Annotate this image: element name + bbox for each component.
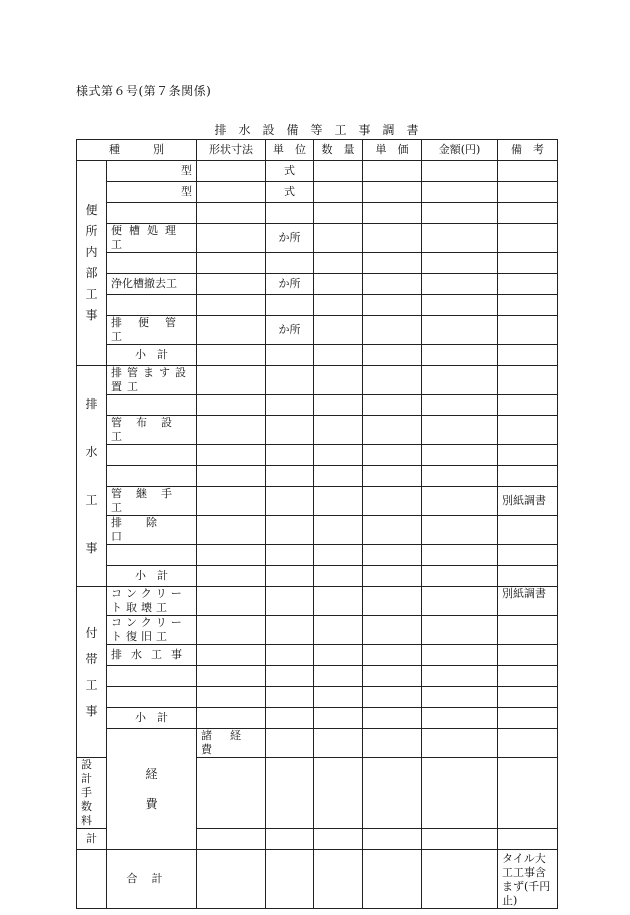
entry-cell[interactable] xyxy=(422,566,498,587)
entry-cell[interactable] xyxy=(422,274,498,295)
entry-cell[interactable] xyxy=(498,253,558,274)
entry-cell[interactable] xyxy=(422,687,498,708)
entry-cell[interactable] xyxy=(266,366,314,395)
entry-cell[interactable] xyxy=(197,295,266,316)
entry-cell[interactable] xyxy=(422,253,498,274)
entry-cell[interactable] xyxy=(363,395,422,416)
table-row xyxy=(77,687,558,708)
entry-cell[interactable] xyxy=(314,850,363,909)
entry-cell[interactable] xyxy=(363,566,422,587)
entry-cell[interactable] xyxy=(266,545,314,566)
entry-cell[interactable] xyxy=(363,295,422,316)
entry-cell[interactable] xyxy=(422,161,498,182)
entry-cell[interactable] xyxy=(197,616,266,645)
entry-cell[interactable] xyxy=(363,487,422,516)
group-label-toilet xyxy=(77,161,107,366)
entry-cell[interactable] xyxy=(314,666,363,687)
entry-cell[interactable] xyxy=(314,366,363,395)
entry-cell[interactable] xyxy=(197,645,266,666)
entry-cell[interactable] xyxy=(197,850,266,909)
entry-cell[interactable] xyxy=(498,666,558,687)
entry-cell[interactable] xyxy=(266,729,314,758)
entry-cell[interactable] xyxy=(314,687,363,708)
entry-cell[interactable] xyxy=(498,161,558,182)
item-cell: 設計手数料 xyxy=(77,758,107,829)
table-row xyxy=(77,161,558,182)
group-label-text: 経費 xyxy=(145,767,158,811)
entry-cell[interactable] xyxy=(197,224,266,253)
entry-cell[interactable] xyxy=(197,203,266,224)
entry-cell[interactable] xyxy=(266,666,314,687)
entry-cell[interactable] xyxy=(197,566,266,587)
entry-cell[interactable] xyxy=(498,445,558,466)
entry-cell[interactable] xyxy=(422,445,498,466)
entry-cell[interactable] xyxy=(498,203,558,224)
unit-cell: か所 xyxy=(266,316,314,345)
entry-cell[interactable] xyxy=(498,182,558,203)
entry-cell[interactable] xyxy=(498,345,558,366)
table-row xyxy=(77,274,558,295)
remark-cell: 別紙調書 xyxy=(498,487,558,516)
entry-cell[interactable] xyxy=(314,395,363,416)
table-row xyxy=(77,295,558,316)
entry-cell xyxy=(77,850,107,909)
entry-cell[interactable] xyxy=(197,445,266,466)
item-cell: 浄化槽撤去工 xyxy=(107,274,197,295)
entry-cell[interactable] xyxy=(314,182,363,203)
item-cell: 排除口 xyxy=(107,516,197,545)
table-row xyxy=(77,616,558,645)
entry-cell[interactable] xyxy=(266,566,314,587)
entry-cell[interactable] xyxy=(266,587,314,616)
entry-cell[interactable] xyxy=(266,516,314,545)
entry-cell[interactable] xyxy=(266,829,314,850)
entry-cell[interactable] xyxy=(314,161,363,182)
group-label-text: 排水工事 xyxy=(85,397,98,555)
entry-cell[interactable] xyxy=(422,587,498,616)
entry-cell[interactable] xyxy=(498,224,558,253)
entry-cell[interactable] xyxy=(197,666,266,687)
entry-cell[interactable] xyxy=(422,295,498,316)
entry-cell[interactable] xyxy=(363,587,422,616)
entry-cell[interactable] xyxy=(266,645,314,666)
entry-cell[interactable] xyxy=(314,295,363,316)
table-row xyxy=(77,395,558,416)
entry-cell[interactable] xyxy=(197,253,266,274)
entry-cell[interactable] xyxy=(107,545,197,566)
entry-cell[interactable] xyxy=(197,316,266,345)
table-row xyxy=(77,224,558,253)
entry-cell[interactable] xyxy=(422,345,498,366)
entry-cell[interactable] xyxy=(422,487,498,516)
entry-cell[interactable] xyxy=(197,345,266,366)
entry-cell[interactable] xyxy=(363,687,422,708)
subtotal-row xyxy=(77,566,558,587)
entry-cell[interactable] xyxy=(363,829,422,850)
entry-cell[interactable] xyxy=(266,758,314,829)
entry-cell[interactable] xyxy=(498,395,558,416)
entry-cell[interactable] xyxy=(266,445,314,466)
entry-cell[interactable] xyxy=(363,182,422,203)
entry-cell[interactable] xyxy=(107,466,197,487)
table-row xyxy=(77,487,558,516)
table-row xyxy=(77,666,558,687)
entry-cell[interactable] xyxy=(363,645,422,666)
entry-cell[interactable] xyxy=(363,758,422,829)
table-row xyxy=(77,366,558,395)
document-title: 排水設備等工事調書 xyxy=(214,123,431,137)
entry-cell[interactable] xyxy=(197,366,266,395)
entry-cell[interactable] xyxy=(314,758,363,829)
remark-cell: 別紙調書 xyxy=(498,587,558,616)
table-row xyxy=(77,645,558,666)
entry-cell[interactable] xyxy=(107,395,197,416)
entry-cell[interactable] xyxy=(422,616,498,645)
entry-cell[interactable] xyxy=(266,345,314,366)
entry-cell[interactable] xyxy=(363,729,422,758)
entry-cell[interactable] xyxy=(266,687,314,708)
entry-cell[interactable] xyxy=(197,487,266,516)
entry-cell[interactable] xyxy=(422,316,498,345)
unit-cell: 式 xyxy=(266,182,314,203)
entry-cell[interactable] xyxy=(314,566,363,587)
item-cell: 排水工事 xyxy=(107,645,197,666)
entry-cell[interactable] xyxy=(422,850,498,909)
entry-cell[interactable] xyxy=(498,295,558,316)
entry-cell[interactable] xyxy=(314,545,363,566)
entry-cell[interactable] xyxy=(422,366,498,395)
entry-cell[interactable] xyxy=(422,645,498,666)
remark-cell: タイル大工工事含まず(千円止) xyxy=(498,850,558,909)
entry-cell[interactable] xyxy=(422,466,498,487)
entry-cell[interactable] xyxy=(314,708,363,729)
table-row xyxy=(77,182,558,203)
header-category: 種 別 xyxy=(77,140,197,161)
entry-cell[interactable] xyxy=(314,516,363,545)
item-cell: 型 xyxy=(107,182,197,203)
entry-cell[interactable] xyxy=(422,829,498,850)
item-cell: 排便管工 xyxy=(107,316,197,345)
header-unit-price: 単 価 xyxy=(363,140,422,161)
entry-cell[interactable] xyxy=(314,416,363,445)
entry-cell[interactable] xyxy=(197,161,266,182)
entry-cell[interactable] xyxy=(314,616,363,645)
entry-cell[interactable] xyxy=(363,224,422,253)
table-row xyxy=(77,253,558,274)
entry-cell[interactable] xyxy=(422,545,498,566)
entry-cell[interactable] xyxy=(107,253,197,274)
table-row xyxy=(77,316,558,345)
entry-cell[interactable] xyxy=(197,708,266,729)
header-dimensions: 形状寸法 xyxy=(197,140,266,161)
entry-cell[interactable] xyxy=(197,687,266,708)
header-unit: 単 位 xyxy=(266,140,314,161)
entry-cell[interactable] xyxy=(422,516,498,545)
entry-cell[interactable] xyxy=(197,587,266,616)
table-row xyxy=(77,466,558,487)
entry-cell[interactable] xyxy=(498,829,558,850)
entry-cell[interactable] xyxy=(314,445,363,466)
entry-cell[interactable] xyxy=(266,616,314,645)
entry-cell[interactable] xyxy=(363,345,422,366)
entry-cell[interactable] xyxy=(107,203,197,224)
table-row xyxy=(77,203,558,224)
entry-cell[interactable] xyxy=(197,758,266,829)
entry-cell[interactable] xyxy=(422,224,498,253)
entry-cell[interactable] xyxy=(314,729,363,758)
subtotal-label: 小 計 xyxy=(107,345,197,366)
entry-cell[interactable] xyxy=(107,445,197,466)
header-remarks: 備 考 xyxy=(498,140,558,161)
entry-cell[interactable] xyxy=(314,487,363,516)
item-cell: 排管ます設置工 xyxy=(107,366,197,395)
entry-cell[interactable] xyxy=(197,545,266,566)
entry-cell[interactable] xyxy=(107,687,197,708)
item-cell: 管布設工 xyxy=(107,416,197,445)
header-amount: 金額(円) xyxy=(422,140,498,161)
entry-cell[interactable] xyxy=(498,616,558,645)
table-row xyxy=(77,587,558,616)
entry-cell[interactable] xyxy=(498,729,558,758)
entry-cell[interactable] xyxy=(314,466,363,487)
entry-cell[interactable] xyxy=(266,708,314,729)
entry-cell[interactable] xyxy=(363,416,422,445)
entry-cell[interactable] xyxy=(314,203,363,224)
entry-cell[interactable] xyxy=(266,466,314,487)
item-cell: 諸経費 xyxy=(197,729,266,758)
entry-cell[interactable] xyxy=(422,182,498,203)
group-label-ancillary xyxy=(77,587,107,758)
entry-cell[interactable] xyxy=(422,395,498,416)
entry-cell[interactable] xyxy=(498,758,558,829)
subtotal-row xyxy=(77,708,558,729)
group-label-text: 付帯工事 xyxy=(85,626,98,718)
entry-cell[interactable] xyxy=(197,829,266,850)
entry-cell[interactable] xyxy=(498,366,558,395)
subtotal-label: 計 xyxy=(77,829,107,850)
table-row xyxy=(77,445,558,466)
entry-cell[interactable] xyxy=(363,445,422,466)
entry-cell[interactable] xyxy=(266,416,314,445)
entry-cell[interactable] xyxy=(498,516,558,545)
entry-cell[interactable] xyxy=(422,729,498,758)
entry-cell[interactable] xyxy=(363,316,422,345)
entry-cell[interactable] xyxy=(197,395,266,416)
entry-cell[interactable] xyxy=(498,466,558,487)
entry-cell[interactable] xyxy=(107,666,197,687)
entry-cell[interactable] xyxy=(498,316,558,345)
entry-cell[interactable] xyxy=(197,416,266,445)
entry-cell[interactable] xyxy=(363,203,422,224)
entry-cell[interactable] xyxy=(498,545,558,566)
group-label-drainage xyxy=(77,366,107,587)
subtotal-row xyxy=(77,345,558,366)
entry-cell[interactable] xyxy=(314,316,363,345)
entry-cell[interactable] xyxy=(266,395,314,416)
entry-cell[interactable] xyxy=(422,666,498,687)
entry-cell[interactable] xyxy=(314,587,363,616)
group-label-text: 便所内部工事 xyxy=(85,203,98,322)
entry-cell[interactable] xyxy=(363,516,422,545)
entry-cell[interactable] xyxy=(266,850,314,909)
entry-cell[interactable] xyxy=(363,366,422,395)
entry-cell[interactable] xyxy=(498,274,558,295)
entry-cell[interactable] xyxy=(422,416,498,445)
entry-cell[interactable] xyxy=(498,708,558,729)
entry-cell[interactable] xyxy=(107,295,197,316)
entry-cell[interactable] xyxy=(498,416,558,445)
entry-cell[interactable] xyxy=(197,274,266,295)
item-cell: 管継手工 xyxy=(107,487,197,516)
entry-cell[interactable] xyxy=(197,182,266,203)
table-row xyxy=(77,416,558,445)
entry-cell[interactable] xyxy=(422,758,498,829)
table-row xyxy=(77,729,558,758)
entry-cell[interactable] xyxy=(363,616,422,645)
group-label-expenses xyxy=(107,729,197,850)
entry-cell[interactable] xyxy=(363,545,422,566)
item-cell: コンクリート復旧工 xyxy=(107,616,197,645)
subtotal-label: 小 計 xyxy=(107,566,197,587)
header-quantity: 数 量 xyxy=(314,140,363,161)
entry-cell[interactable] xyxy=(363,666,422,687)
entry-cell[interactable] xyxy=(314,645,363,666)
entry-cell[interactable] xyxy=(197,466,266,487)
grand-total-row xyxy=(77,850,558,909)
entry-cell[interactable] xyxy=(314,253,363,274)
entry-cell[interactable] xyxy=(266,203,314,224)
entry-cell[interactable] xyxy=(197,516,266,545)
entry-cell[interactable] xyxy=(363,274,422,295)
entry-cell[interactable] xyxy=(314,274,363,295)
estimate-table xyxy=(76,139,558,909)
entry-cell[interactable] xyxy=(266,487,314,516)
entry-cell[interactable] xyxy=(498,687,558,708)
item-cell: 型 xyxy=(107,161,197,182)
entry-cell[interactable] xyxy=(314,345,363,366)
entry-cell[interactable] xyxy=(314,829,363,850)
entry-cell[interactable] xyxy=(363,466,422,487)
entry-cell[interactable] xyxy=(498,566,558,587)
entry-cell[interactable] xyxy=(422,203,498,224)
entry-cell[interactable] xyxy=(363,850,422,909)
entry-cell[interactable] xyxy=(266,253,314,274)
unit-cell: 式 xyxy=(266,161,314,182)
subtotal-label: 小 計 xyxy=(107,708,197,729)
entry-cell[interactable] xyxy=(314,224,363,253)
entry-cell[interactable] xyxy=(363,161,422,182)
entry-cell[interactable] xyxy=(363,253,422,274)
unit-cell: か所 xyxy=(266,274,314,295)
entry-cell[interactable] xyxy=(363,708,422,729)
table-row xyxy=(77,545,558,566)
entry-cell[interactable] xyxy=(498,645,558,666)
entry-cell[interactable] xyxy=(422,708,498,729)
unit-cell: か所 xyxy=(266,224,314,253)
entry-cell[interactable] xyxy=(266,295,314,316)
header-row xyxy=(77,140,558,161)
form-number-label: 様式第６号(第７条関係) xyxy=(76,84,212,98)
item-cell: 便槽処理工 xyxy=(107,224,197,253)
grand-total-label: 合計 xyxy=(107,850,197,909)
table-row xyxy=(77,516,558,545)
item-cell: コンクリート取壊工 xyxy=(107,587,197,616)
